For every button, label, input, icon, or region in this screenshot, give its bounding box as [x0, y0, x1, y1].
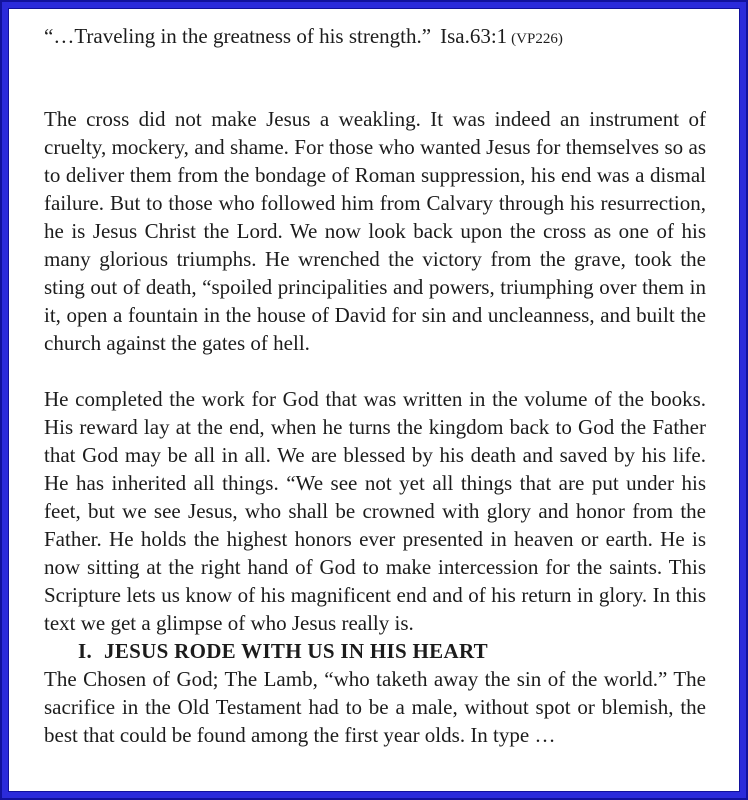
- body-paragraph: The cross did not make Jesus a weakling. It was indeed an instrument of cruelty, mockery, and shame. For those who wanted Jesus for themselves so as to deliver them from the bondage of Roman suppression, his end was a dismal failure. But to those who followed him from Calvary through his resurrection, he is Jesus Christ the Lord. We now look back upon the cross as one of his many glorious triumphs. He wrenched the victory from the grave, took the sting out of death, “spoiled principalities and powers, triumphing over them in it, open a fountain in the house of David for sin and uncleanness, and built the church against the gates of hell.: [44, 107, 706, 355]
- closing-paragraph: The Chosen of God; The Lamb, “who taketh away the sin of the world.” The sacrifice in the Old Testament had to be a male, without spot or blemish, the best that could be found among the first year olds. In type …: [44, 667, 706, 747]
- body-paragraph: He completed the work for God that was written in the volume of the books. His reward lay at the end, when he turns the kingdom back to God the Father that God may be all in all. We are blessed by his death and saved by his life. He has inherited all things. “We see not yet all things that are put under his feet, but we see Jesus, who shall be crowned with glory and honor from the Father. He holds the highest honors ever presented in heaven or earth. He is now sitting at the right hand of God to make intercession for the saints. This Scripture lets us know of his magnificent end and of his return in glory. In this text we get a glimpse of who Jesus really is.: [44, 387, 706, 635]
- page-border-inner: [2, 2, 746, 798]
- section-title: JESUS RODE WITH US IN HIS HEART: [104, 639, 488, 663]
- document-page: [8, 8, 740, 792]
- scripture-header: [44, 22, 706, 53]
- scripture-reference: Isa.63:1: [440, 24, 508, 48]
- section-numeral: I.: [78, 639, 93, 663]
- verse-code: (VP226): [511, 31, 563, 47]
- scripture-quote: “…Traveling in the greatness of his strength.”: [44, 24, 432, 48]
- section-heading: [44, 637, 706, 665]
